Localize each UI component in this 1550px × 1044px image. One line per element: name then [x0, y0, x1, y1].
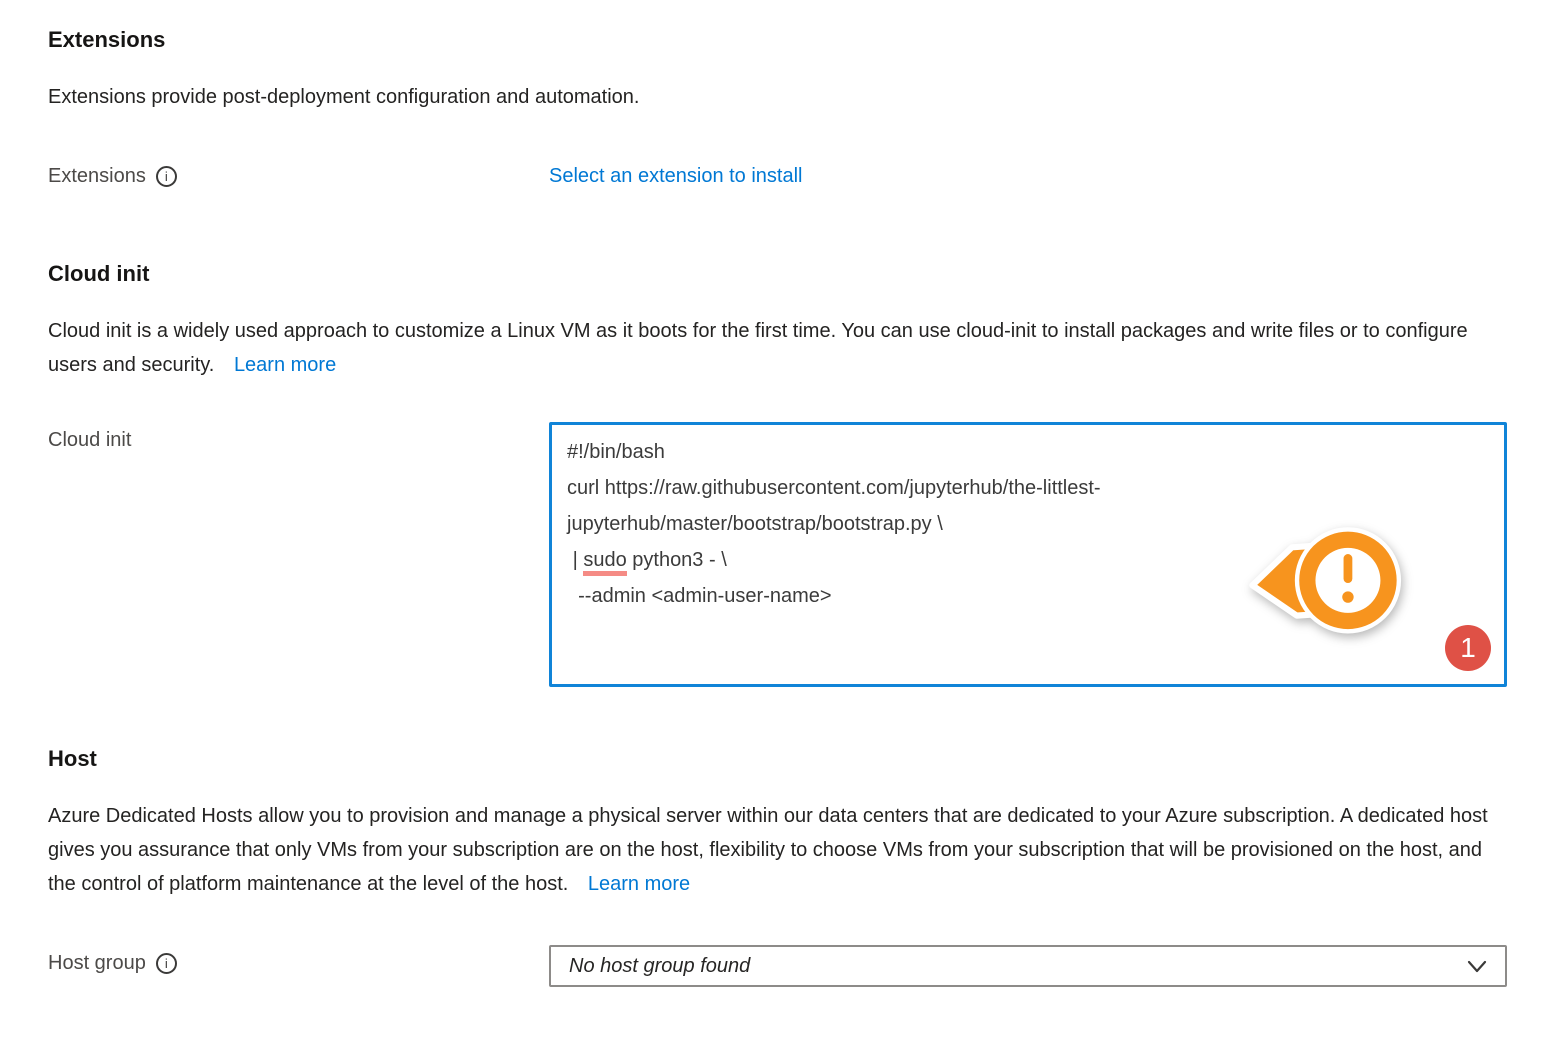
host-group-dropdown[interactable]	[549, 945, 1507, 987]
chevron-down-icon	[1467, 960, 1487, 973]
cloud-init-textarea[interactable]	[549, 422, 1507, 687]
script-line-part: |	[567, 549, 584, 571]
info-icon[interactable]: i	[156, 953, 177, 974]
info-icon[interactable]: i	[156, 166, 177, 187]
script-line	[567, 542, 1490, 578]
script-line: --admin <admin-user-name>	[567, 585, 832, 607]
sudo-spellcheck-word: sudo	[583, 549, 626, 576]
annotation-step-badge: 1	[1445, 625, 1491, 671]
host-section-description	[48, 799, 1507, 901]
cloud-init-section-description	[48, 314, 1507, 382]
extensions-field-label	[48, 158, 549, 190]
select-extension-link[interactable]: Select an extension to install	[549, 165, 803, 187]
extensions-section-description: Extensions provide post-deployment configuration and automation.	[48, 86, 640, 108]
extensions-section-heading: Extensions	[48, 27, 166, 52]
cloud-init-field-label	[48, 422, 549, 454]
extensions-field-label-text: Extensions	[48, 165, 146, 187]
script-line: jupyterhub/master/bootstrap/bootstrap.py \	[567, 513, 943, 535]
host-description-text: Azure Dedicated Hosts allow you to provision and manage a physical server within our data centers that are dedicated to your Azure subscription. A dedicated host gives you assurance that only VMs from your subscription are on the host, flexibility to choose VMs from your subscription that will be provisioned on the host, and the control of platform maintenance at the level of the host.	[48, 805, 1488, 895]
script-line: #!/bin/bash	[567, 441, 665, 463]
script-line-part: python3 - \	[626, 549, 727, 571]
extensions-field-row	[48, 158, 1507, 190]
cloud-init-field-row	[48, 422, 1507, 687]
cloud-init-field-label-text: Cloud init	[48, 429, 132, 451]
script-line: curl https://raw.githubusercontent.com/jupyterhub/the-littlest-	[567, 477, 1101, 499]
host-group-dropdown-value: No host group found	[569, 954, 751, 977]
cloud-init-description-text: Cloud init is a widely used approach to customize a Linux VM as it boots for the first time. You can use cloud-init to install packages and write files or to configure users and security.	[48, 320, 1468, 376]
host-group-field-label	[48, 945, 549, 977]
host-learn-more-link[interactable]: Learn more	[587, 873, 691, 895]
host-group-field-label-text: Host group	[48, 952, 146, 974]
host-group-field-row	[48, 945, 1507, 987]
cloud-init-section-heading: Cloud init	[48, 261, 150, 286]
host-section-heading: Host	[48, 746, 97, 771]
cloud-init-learn-more-link[interactable]: Learn more	[233, 354, 337, 376]
